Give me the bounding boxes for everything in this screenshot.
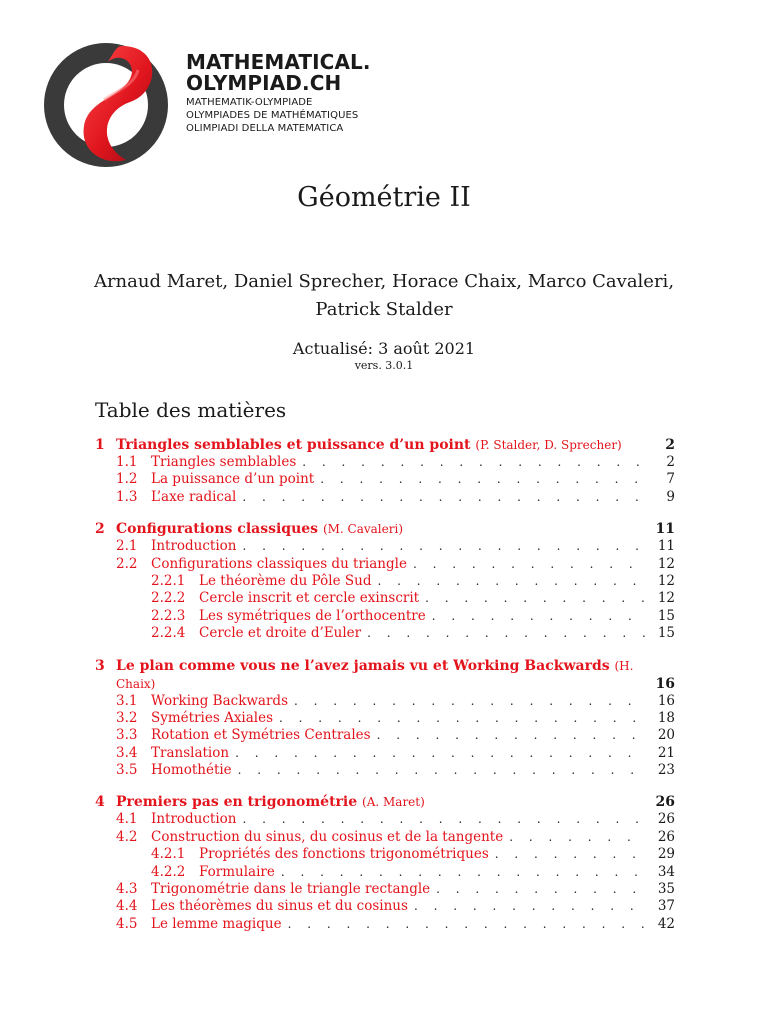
toc-subsection-link[interactable] (95, 745, 675, 762)
toc-entry-page: 15 (657, 625, 675, 642)
brand-name-line1: MATHEMATICAL. (186, 50, 371, 74)
toc-section-authors: (A. Maret) (362, 795, 425, 810)
toc-entry-number: 4.1 (116, 811, 138, 828)
toc-entry-page: 9 (666, 488, 675, 505)
toc-entry-page: 23 (657, 762, 675, 779)
toc-subsubsection-link[interactable] (95, 625, 675, 642)
olympiad-logo-icon (44, 40, 174, 170)
toc-entry-page: 12 (657, 572, 675, 589)
toc-entry-number: 2.1 (116, 538, 138, 555)
toc-subsection-link[interactable] (95, 898, 675, 915)
toc-entry-page: 21 (657, 744, 675, 761)
toc-entry-page: 29 (657, 846, 675, 863)
toc-entry-title: Le lemme magique (151, 915, 282, 932)
toc-subsection-link[interactable] (95, 538, 675, 555)
toc-entry-page: 42 (657, 915, 675, 932)
toc-leader-dots (288, 916, 647, 933)
toc-entry-page: 20 (657, 727, 675, 744)
toc-section-page: 26 (655, 794, 675, 811)
toc-section-link[interactable] (95, 657, 675, 693)
brand-subtitles (186, 96, 371, 135)
toc-subsection-link[interactable] (95, 556, 675, 573)
toc-entry-page: 34 (657, 863, 675, 880)
toc-entry-title: Introduction (151, 538, 237, 555)
toc-leader-dots (243, 811, 648, 828)
toc-section-link[interactable] (95, 436, 675, 454)
toc-leader-dots (413, 556, 647, 573)
toc-entry-number: 3.5 (116, 762, 138, 779)
toc-leader-dots (377, 727, 647, 744)
toc-entry-number: 3.3 (116, 727, 138, 744)
toc-section-authors: (H. Chaix) (116, 658, 634, 691)
toc-entry-page: 11 (657, 538, 675, 555)
toc-entry-number: 3.1 (116, 692, 138, 709)
toc-subsection-link[interactable] (95, 471, 675, 488)
toc-subsection-link[interactable] (95, 916, 675, 933)
toc-leader-dots (281, 864, 647, 881)
toc-entry-title: Propriétés des fonctions trigonométriques (199, 846, 489, 863)
toc-entry-title: Translation (151, 744, 230, 761)
toc-leader-dots (377, 573, 647, 590)
toc-entry-page: 12 (657, 590, 675, 607)
update-date: Actualisé: 3 août 2021 (292, 339, 476, 358)
toc-entry-number: 2.2 (116, 555, 138, 572)
toc-entry-number: 4.4 (116, 898, 138, 915)
toc-section-number: 4 (95, 794, 105, 811)
toc-subsubsection-link[interactable] (95, 608, 675, 625)
brand-subtitle-it: OLIMPIADI DELLA MATEMATICA (186, 123, 344, 134)
toc-entry-title: Rotation et Symétries Centrales (151, 727, 371, 744)
toc-entry-title: Configurations classiques du triangle (151, 555, 407, 572)
toc-subsection-link[interactable] (95, 710, 675, 727)
toc-subsubsection-link[interactable] (95, 590, 675, 607)
toc-subsection-link[interactable] (95, 489, 675, 506)
toc-entry-number: 2.2.4 (151, 625, 186, 642)
toc-section-link[interactable] (95, 520, 675, 538)
toc-section-title: Triangles semblables et puissance d’un point (P. Stalder, D. Sprecher) (116, 437, 622, 453)
toc-entry-number: 3.2 (116, 709, 138, 726)
toc-entry-number: 4.3 (116, 881, 138, 898)
toc-section-number: 2 (95, 521, 105, 538)
brand-subtitle-fr: OLYMPIADES DE MATHÉMATIQUES (186, 110, 359, 121)
toc-subsection-link[interactable] (95, 727, 675, 744)
toc-entry-page: 26 (657, 811, 675, 828)
toc-entry-number: 2.2.2 (151, 590, 186, 607)
toc-entry-title: Homothétie (151, 762, 232, 779)
toc-entry-page: 35 (657, 881, 675, 898)
toc-leader-dots (238, 762, 647, 779)
brand-name-line2: OLYMPIAD.CH (186, 71, 342, 95)
toc-leader-dots (509, 829, 647, 846)
toc-entry-page: 16 (657, 692, 675, 709)
toc-entry-title: Cercle et droite d’Euler (199, 625, 362, 642)
toc-entry-number: 2.2.1 (151, 572, 186, 589)
toc-entry-title: La puissance d’un point (151, 471, 315, 488)
toc-section-title: Le plan comme vous ne l’avez jamais vu et Working Backwards (H. Chaix) (116, 657, 634, 691)
toc-leader-dots (235, 745, 647, 762)
toc-section-page: 2 (665, 437, 675, 453)
toc-subsection-link[interactable] (95, 829, 675, 846)
toc-entry-number: 2.2.3 (151, 607, 186, 624)
toc-entry-number: 1.3 (116, 488, 138, 505)
toc-entry-number: 4.5 (116, 915, 138, 932)
toc-entry-title: Les théorèmes du sinus et du cosinus (151, 898, 408, 915)
toc-entry-title: Triangles semblables (151, 454, 297, 470)
toc-entry-page: 37 (657, 898, 675, 915)
toc-entry-page: 2 (666, 454, 675, 470)
toc-leader-dots (302, 454, 647, 471)
toc-section-page: 11 (655, 521, 675, 538)
toc-entry-page: 7 (666, 471, 675, 488)
toc-section-number: 1 (95, 437, 105, 453)
toc-leader-dots (242, 489, 647, 506)
toc-entry-title: L’axe radical (151, 488, 237, 505)
toc-entry-title: Symétries Axiales (151, 709, 274, 726)
toc-entry-number: 4.2.2 (151, 863, 186, 880)
toc-entry-number: 3.4 (116, 744, 138, 761)
toc-leader-dots (320, 471, 647, 488)
toc-entry-page: 18 (657, 709, 675, 726)
toc-section-authors: (M. Cavaleri) (322, 522, 403, 537)
toc-subsection-link[interactable] (95, 762, 675, 779)
toc-subsubsection-link[interactable] (95, 573, 675, 590)
toc-section-title: Premiers pas en trigonométrie (A. Maret) (116, 794, 425, 811)
toc-entry-page: 12 (657, 555, 675, 572)
toc-entry-title: Le théorème du Pôle Sud (199, 572, 372, 589)
toc-section-number: 3 (95, 657, 105, 674)
brand-block (186, 52, 371, 135)
toc-leader-dots (425, 590, 647, 607)
toc-entry-title: Cercle inscrit et cercle exinscrit (199, 590, 420, 607)
table-of-contents (95, 436, 675, 933)
toc-section-page: 16 (655, 675, 675, 692)
toc-entry-title: Working Backwards (151, 692, 289, 709)
brand-subtitle-de: MATHEMATIK-OLYMPIADE (186, 97, 313, 108)
toc-entry-title: Les symétriques de l’orthocentre (199, 607, 426, 624)
toc-entry-title: Trigonométrie dans le triangle rectangle (151, 881, 431, 898)
toc-entry-number: 1.1 (116, 454, 138, 470)
document-title: Géométrie II (297, 182, 471, 213)
toc-entry-title: Introduction (151, 811, 237, 828)
toc-entry-page: 26 (657, 828, 675, 845)
toc-leader-dots (414, 898, 647, 915)
toc-subsection-link[interactable] (95, 881, 675, 898)
toc-leader-dots (495, 846, 647, 863)
toc-subsubsection-link[interactable] (95, 864, 675, 881)
version-label: vers. 3.0.1 (354, 359, 414, 372)
toc-leader-dots (436, 881, 647, 898)
toc-leader-dots (432, 608, 647, 625)
toc-entry-number: 4.2 (116, 828, 138, 845)
toc-entry-page: 15 (657, 607, 675, 624)
toc-subsection-link[interactable] (95, 454, 675, 471)
toc-leader-dots (243, 538, 648, 555)
toc-subsubsection-link[interactable] (95, 846, 675, 863)
toc-leader-dots (279, 710, 647, 727)
toc-entry-title: Construction du sinus, du cosinus et de la tangente (151, 828, 504, 845)
toc-section-link[interactable] (95, 793, 675, 811)
toc-subsection-link[interactable] (95, 693, 675, 710)
toc-entry-title: Formulaire (199, 863, 275, 880)
toc-section-authors: (P. Stalder, D. Sprecher) (475, 438, 622, 452)
header-logo (44, 40, 374, 170)
toc-subsection-link[interactable] (95, 811, 675, 828)
toc-leader-dots (367, 625, 647, 642)
toc-leader-dots (294, 693, 647, 710)
toc-entry-number: 4.2.1 (151, 846, 186, 863)
document-authors: Arnaud Maret, Daniel Sprecher, Horace Chaix, Marco Cavaleri, Patrick Stalder (93, 271, 675, 320)
toc-entry-number: 1.2 (116, 471, 138, 488)
toc-heading: Table des matières (95, 398, 287, 422)
toc-section-title: Configurations classiques (M. Cavaleri) (116, 521, 403, 538)
